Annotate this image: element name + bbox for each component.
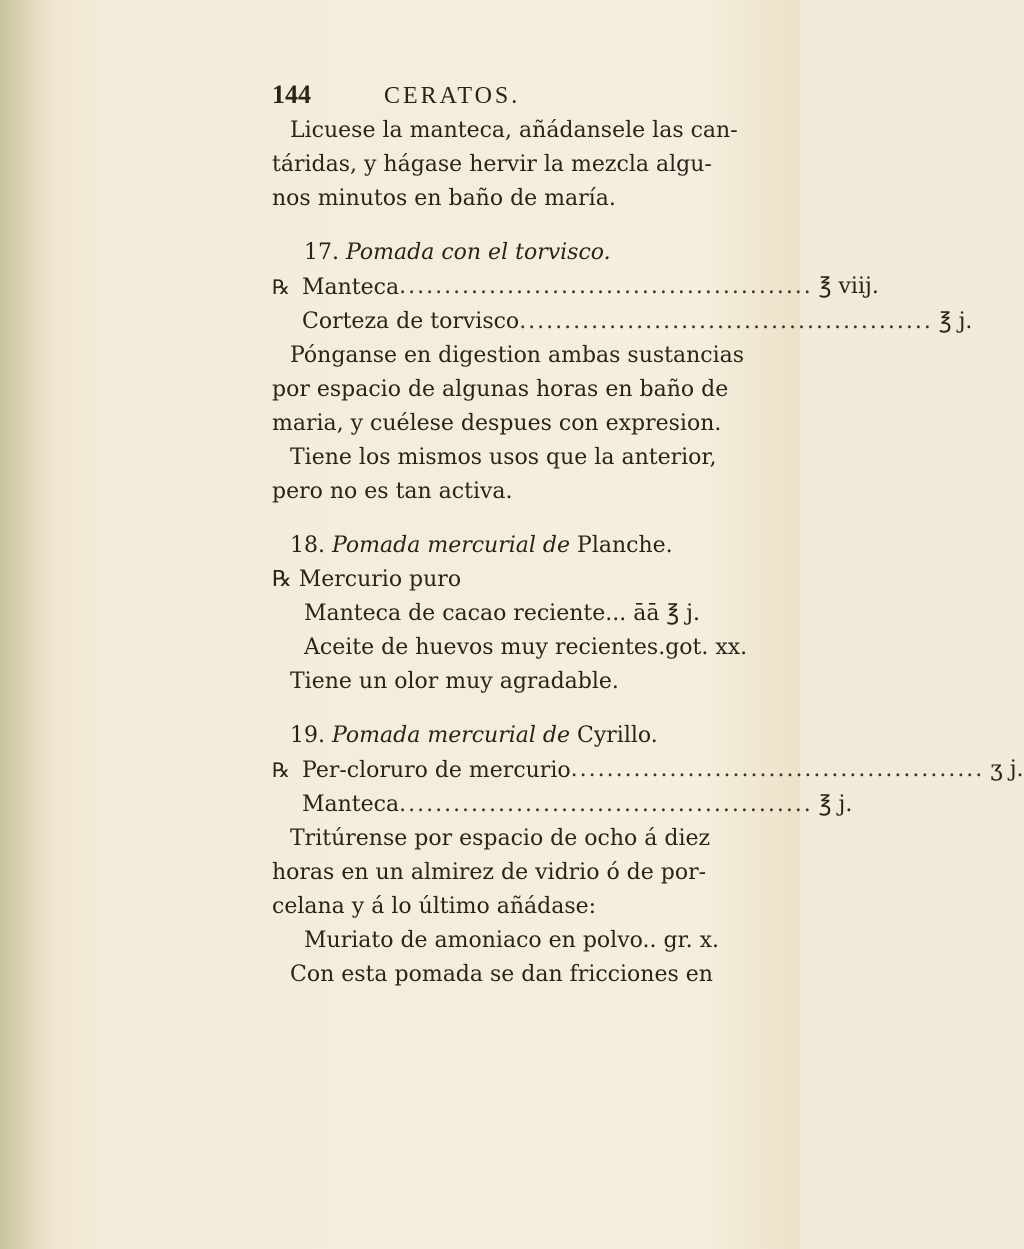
text-line: Licuese la manteca, añádansele las can-	[290, 118, 738, 143]
text-line: Tiene los mismos usos que la anterior,	[290, 445, 717, 470]
section-title	[272, 719, 772, 753]
section-title-italic: Pomada con el torvisco.	[346, 240, 611, 265]
dot-leader: ..............................................	[570, 757, 985, 782]
ingredient-name: Manteca	[302, 275, 400, 300]
section-number: 18.	[290, 533, 325, 558]
page-spine-shadow	[0, 0, 55, 1249]
section-title-suffix: Cyrillo.	[577, 723, 658, 748]
text-line: Con esta pomada se dan fricciones en	[290, 962, 713, 987]
running-title: CERATOS.	[384, 83, 521, 109]
text-line: celana y á lo último añádase:	[272, 894, 597, 919]
ingredient-quantity: ℥ viij.	[818, 274, 879, 299]
text-line: pero no es tan activa.	[272, 479, 513, 504]
recipe-item: ℞ Mercurio puro	[272, 567, 462, 592]
section-title-italic: Pomada mercurial de	[332, 533, 571, 558]
text-line: nos minutos en baño de maría.	[272, 186, 616, 211]
ingredient-name: Per-cloruro de mercurio	[302, 758, 571, 783]
recipe-item: Manteca de cacao reciente... āā ℥ j.	[304, 601, 700, 626]
section-title	[272, 529, 772, 563]
recipe-item	[272, 305, 973, 339]
recipe-symbol: ℞	[272, 275, 290, 299]
ingredient-quantity: ʒ j.	[990, 757, 1024, 782]
recipe-item	[272, 788, 853, 822]
recipe-symbol: ℞	[272, 758, 290, 782]
dot-leader: ..............................................	[399, 792, 813, 817]
ingredient-quantity: ℥ j.	[938, 309, 973, 334]
section-title-italic: Pomada mercurial de	[332, 723, 571, 748]
section-number: 19.	[290, 723, 325, 748]
text-line: horas en un almirez de vidrio ó de por-	[272, 860, 707, 885]
text-line: Pónganse en digestion ambas sustancias	[290, 343, 745, 368]
ingredient-name: Corteza de torvisco	[302, 309, 520, 334]
ingredient-name: Manteca	[302, 792, 400, 817]
page-header	[272, 78, 772, 114]
page-content	[272, 78, 1024, 992]
text-line: por espacio de algunas horas en baño de	[272, 377, 729, 402]
text-line: táridas, y hágase hervir la mezcla algu-	[272, 152, 712, 177]
dot-leader: ..............................................	[519, 309, 933, 334]
text-line: maria, y cuélese despues con expresion.	[272, 411, 722, 436]
recipe-item	[272, 753, 1024, 788]
recipe-item	[272, 270, 879, 305]
section-number: 17.	[304, 240, 339, 265]
text-line: Tritúrense por espacio de ocho á diez	[290, 826, 711, 851]
section-title	[272, 236, 772, 270]
recipe-item: Aceite de huevos muy recientes.got. xx.	[304, 635, 748, 660]
dot-leader: ..............................................	[399, 274, 813, 299]
text-line: Tiene un olor muy agradable.	[290, 669, 619, 694]
page-number: 144	[272, 80, 311, 109]
section-title-suffix: Planche.	[577, 533, 673, 558]
ingredient-quantity: ℥ j.	[818, 792, 853, 817]
text-line: Muriato de amoniaco en polvo.. gr. x.	[304, 928, 720, 953]
